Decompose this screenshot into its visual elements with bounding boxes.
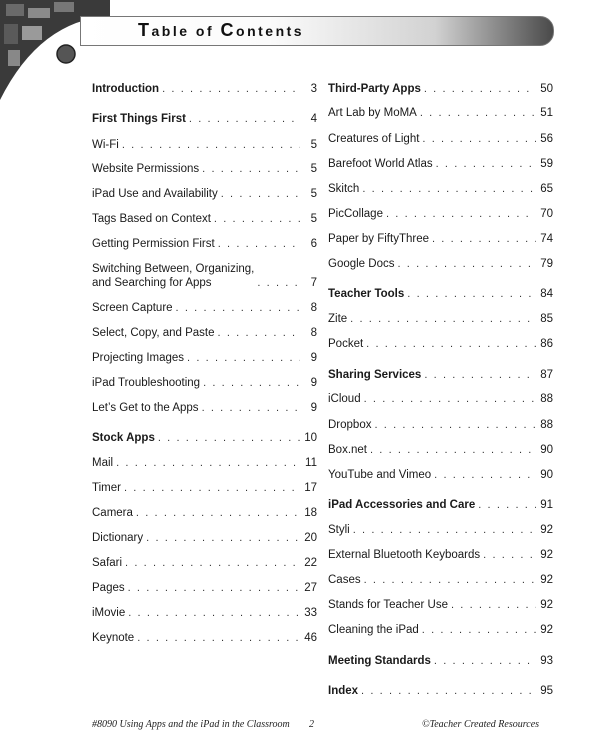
toc-entry-label: Meeting Standards <box>328 655 431 667</box>
toc-entry[interactable] <box>328 232 553 246</box>
toc-entry-label: Barefoot World Atlas <box>328 158 433 170</box>
toc-entry-label: iPad Use and Availability <box>92 188 218 200</box>
toc-entry[interactable] <box>328 623 553 637</box>
toc-entry[interactable] <box>92 351 317 365</box>
dot-leader <box>189 112 300 126</box>
toc-entry[interactable] <box>328 418 553 432</box>
dot-leader <box>483 548 536 562</box>
toc-entry-label: Art Lab by MoMA <box>328 107 417 119</box>
footer-page-number: 2 <box>309 719 314 730</box>
toc-entry-page: 93 <box>540 655 553 667</box>
toc-entry-page: 11 <box>305 457 317 469</box>
toc-entry-label: External Bluetooth Keyboards <box>328 549 481 561</box>
dot-leader <box>221 187 300 201</box>
toc-entry[interactable] <box>328 337 553 351</box>
toc-entry-page: 8 <box>310 327 317 339</box>
toc-entry[interactable] <box>328 523 553 537</box>
dot-leader <box>397 257 536 271</box>
dot-leader <box>432 232 536 246</box>
toc-entry-page: 86 <box>540 338 553 350</box>
footer-publisher: ©Teacher Created Resources <box>422 719 540 730</box>
toc-entry[interactable] <box>328 654 553 668</box>
toc-entry[interactable] <box>328 287 553 301</box>
toc-entry[interactable] <box>92 301 317 315</box>
dot-leader <box>146 531 300 545</box>
toc-entry[interactable] <box>92 431 317 445</box>
toc-entry-page: 9 <box>310 377 317 389</box>
dot-leader <box>422 132 536 146</box>
toc-entry-page: 50 <box>540 83 553 95</box>
toc-entry[interactable] <box>328 468 553 482</box>
toc-entry-label: Stock Apps <box>92 432 155 444</box>
toc-entry[interactable] <box>328 182 553 196</box>
toc-entry[interactable] <box>92 112 317 126</box>
toc-entry-page: 5 <box>310 139 317 151</box>
toc-entry-page: 9 <box>310 352 317 364</box>
toc-entry-label: Pages <box>92 582 125 594</box>
toc-entry[interactable] <box>92 162 317 176</box>
dot-leader <box>124 481 300 495</box>
dot-leader <box>374 418 536 432</box>
toc-entry-label: Camera <box>92 507 133 519</box>
toc-entry[interactable] <box>328 257 553 271</box>
toc-entry-page: 92 <box>540 574 553 586</box>
toc-entry-label: Box.net <box>328 444 367 456</box>
dot-leader <box>362 182 536 196</box>
toc-entry[interactable] <box>328 498 553 512</box>
toc-entry-label: YouTube and Vimeo <box>328 469 432 481</box>
toc-entry[interactable] <box>328 598 553 612</box>
toc-entry-label: Switching Between, Organizing, and Searching for Apps <box>92 263 255 289</box>
toc-entry[interactable] <box>328 132 553 146</box>
dot-leader <box>386 207 536 221</box>
toc-entry-page: 92 <box>540 524 553 536</box>
toc-entry[interactable] <box>92 556 317 570</box>
dot-leader <box>128 606 300 620</box>
toc-entry-label: Pocket <box>328 338 364 350</box>
toc-entry-label: iCloud <box>328 393 361 405</box>
toc-entry-label: Third-Party Apps <box>328 83 421 95</box>
toc-entry-page: 90 <box>540 444 553 456</box>
toc-entry-label: Dictionary <box>92 532 144 544</box>
toc-entry-page: 70 <box>540 208 553 220</box>
toc-entry[interactable] <box>328 106 553 120</box>
toc-entry[interactable] <box>328 443 553 457</box>
toc-entry-page: 95 <box>540 685 553 697</box>
toc-entry-label: Styli <box>328 524 350 536</box>
dot-leader <box>353 523 536 537</box>
toc-entry-page: 65 <box>540 183 553 195</box>
toc-entry-page: 6 <box>310 238 317 250</box>
toc-entry-label: Mail <box>92 457 114 469</box>
dot-leader <box>187 351 300 365</box>
dot-leader <box>366 337 536 351</box>
toc-entry-page: 27 <box>304 582 317 594</box>
toc-entry-page: 18 <box>304 507 317 519</box>
toc-entry-label: Introduction <box>92 83 160 95</box>
dot-leader <box>137 631 300 645</box>
dot-leader <box>203 376 300 390</box>
dot-leader <box>478 498 536 512</box>
dot-leader <box>424 368 536 382</box>
dot-leader <box>162 82 300 96</box>
page-title: Table of Contents <box>138 20 305 40</box>
toc-entry-label: Zite <box>328 313 348 325</box>
dot-leader <box>350 312 536 326</box>
toc-entry[interactable] <box>92 212 317 226</box>
toc-entry-page: 4 <box>310 113 317 125</box>
toc-entry[interactable] <box>92 376 317 390</box>
toc-entry-page: 59 <box>540 158 553 170</box>
dot-leader <box>202 401 300 415</box>
toc-entry-page: 33 <box>304 607 317 619</box>
dot-leader <box>424 82 536 96</box>
dot-leader <box>364 392 536 406</box>
toc-entry-page: 51 <box>540 107 553 119</box>
toc-entry[interactable] <box>92 531 317 545</box>
toc-entry-page: 92 <box>540 549 553 561</box>
toc-entry[interactable] <box>92 581 317 595</box>
toc-entry[interactable] <box>328 312 553 326</box>
dot-leader <box>122 138 300 152</box>
toc-entry-label: Cases <box>328 574 361 586</box>
toc-entry-label: Timer <box>92 482 121 494</box>
toc-entry-label: Skitch <box>328 183 360 195</box>
toc-entry-label: Index <box>328 685 359 697</box>
dot-leader <box>370 443 536 457</box>
toc-entry-page: 5 <box>310 188 317 200</box>
dot-leader <box>214 212 300 226</box>
dot-leader <box>361 684 536 698</box>
dot-leader <box>202 162 300 176</box>
toc-entry[interactable] <box>92 262 317 290</box>
toc-entry-page: 10 <box>304 432 317 444</box>
toc-entry[interactable] <box>92 326 317 340</box>
toc-entry-label: Projecting Images <box>92 352 185 364</box>
toc-entry-page: 79 <box>540 258 553 270</box>
toc-entry-label: Creatures of Light <box>328 133 420 145</box>
toc-entry-label: iPad Accessories and Care <box>328 499 476 511</box>
toc-entry-label: iMovie <box>92 607 126 619</box>
toc-entry-page: 92 <box>540 599 553 611</box>
toc-entry[interactable] <box>92 187 317 201</box>
toc-entry[interactable] <box>92 606 317 620</box>
toc-entry[interactable] <box>92 401 317 415</box>
toc-entry-page: 74 <box>540 233 553 245</box>
dot-leader <box>434 654 536 668</box>
dot-leader <box>364 573 536 587</box>
toc-entry[interactable] <box>92 506 317 520</box>
dot-leader <box>158 431 300 445</box>
toc-entry-page: 20 <box>304 532 317 544</box>
toc-entry[interactable] <box>328 157 553 171</box>
toc-entry[interactable] <box>328 368 553 382</box>
toc-entry-page: 5 <box>310 213 317 225</box>
toc-entry-page: 88 <box>540 393 553 405</box>
dot-leader <box>218 237 300 251</box>
dot-leader <box>434 468 536 482</box>
toc-entry-label: Sharing Services <box>328 369 422 381</box>
dot-leader <box>257 276 300 290</box>
toc-entry-page: 8 <box>310 302 317 314</box>
dot-leader <box>125 556 300 570</box>
dot-leader <box>451 598 536 612</box>
toc-entry-label: Dropbox <box>328 419 372 431</box>
toc-entry-page: 56 <box>540 133 553 145</box>
toc-entry-page: 87 <box>540 369 553 381</box>
toc-entry-page: 91 <box>540 499 553 511</box>
toc-entry-label: Paper by FiftyThree <box>328 233 429 245</box>
toc-entry-label: Stands for Teacher Use <box>328 599 448 611</box>
toc-entry-page: 3 <box>310 83 317 95</box>
toc-entry-page: 5 <box>310 163 317 175</box>
dot-leader <box>420 106 536 120</box>
toc-entry-page: 22 <box>304 557 317 569</box>
toc-entry-label: iPad Troubleshooting <box>92 377 201 389</box>
toc-entry[interactable] <box>328 573 553 587</box>
toc-entry[interactable] <box>92 82 317 96</box>
dot-leader <box>136 506 300 520</box>
dot-leader <box>116 456 300 470</box>
toc-entry-label: Wi-Fi <box>92 139 119 151</box>
toc-entry[interactable] <box>328 684 553 698</box>
toc-entry-page: 88 <box>540 419 553 431</box>
toc-entry-label: Tags Based on Context <box>92 213 211 225</box>
toc-entry[interactable] <box>328 207 553 221</box>
toc-entry-label: Screen Capture <box>92 302 173 314</box>
toc-entry-page: 90 <box>540 469 553 481</box>
dot-leader <box>128 581 300 595</box>
toc-entry-page: 92 <box>540 624 553 636</box>
toc-entry-page: 7 <box>310 277 317 289</box>
dot-leader <box>436 157 536 171</box>
toc-entry-page: 46 <box>304 632 317 644</box>
toc-entry-label: Teacher Tools <box>328 288 405 300</box>
footer-book-title: #8090 Using Apps and the iPad in the Classroom <box>92 719 290 730</box>
toc-entry[interactable] <box>92 237 317 251</box>
toc-entry-label: Cleaning the iPad <box>328 624 419 636</box>
toc-entry-page: 84 <box>540 288 553 300</box>
toc-entry[interactable] <box>328 392 553 406</box>
toc-entry-label: PicCollage <box>328 208 383 220</box>
toc-entry-label: First Things First <box>92 113 186 125</box>
toc-entry-label: Website Permissions <box>92 163 200 175</box>
toc-entry-label: Google Docs <box>328 258 395 270</box>
dot-leader <box>422 623 536 637</box>
toc-entry-page: 9 <box>310 402 317 414</box>
toc-entry[interactable] <box>92 481 317 495</box>
dot-leader <box>407 287 536 301</box>
toc-entry-page: 17 <box>304 482 317 494</box>
toc-entry-label: Let’s Get to the Apps <box>92 402 199 414</box>
dot-leader <box>218 326 300 340</box>
toc-entry-page: 85 <box>540 313 553 325</box>
toc-entry-label: Safari <box>92 557 123 569</box>
toc-entry[interactable] <box>92 456 317 470</box>
toc-entry-label: Keynote <box>92 632 135 644</box>
toc-entry-label: Getting Permission First <box>92 238 215 250</box>
toc-entry[interactable] <box>92 138 317 152</box>
toc-entry[interactable] <box>328 548 553 562</box>
dot-leader <box>176 301 300 315</box>
toc-entry[interactable] <box>92 631 317 645</box>
toc-entry[interactable] <box>328 82 553 96</box>
toc-entry-label: Select, Copy, and Paste <box>92 327 215 339</box>
